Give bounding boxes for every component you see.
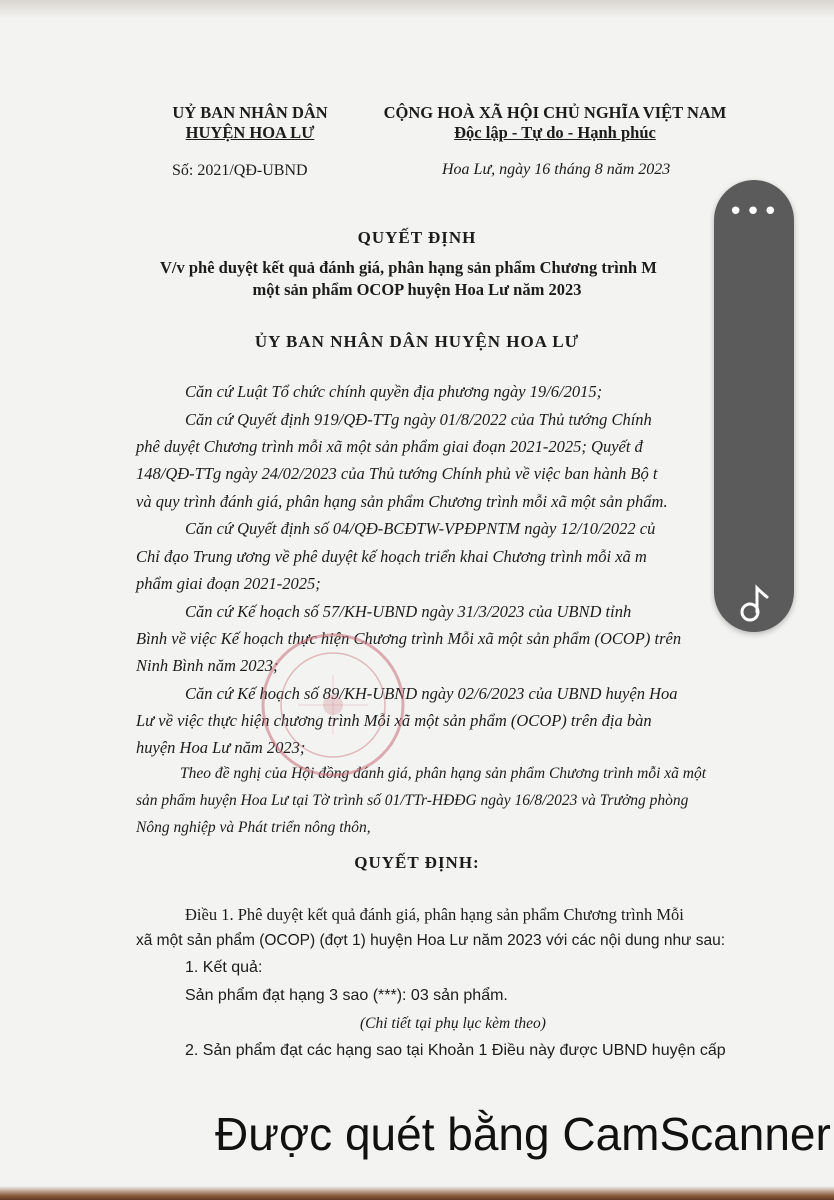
issuer-line2: HUYỆN HOA LƯ <box>185 123 315 142</box>
preamble-line: Căn cứ Luật Tổ chức chính quyền địa phương ngày 19/6/2015; <box>185 382 603 401</box>
preamble-line: Ninh Bình năm 2023; <box>136 656 279 675</box>
preamble-line: và quy trình đánh giá, phân hạng sản phẩm Chương trình mỗi xã một sản phẩm. <box>136 492 668 511</box>
national-motto-line1: CỘNG HOÀ XÃ HỘI CHỦ NGHĨA VIỆT NAM <box>383 103 727 122</box>
issuing-authority: ỦY BAN NHÂN DÂN HUYỆN HOA LƯ <box>254 332 580 351</box>
article-line: 1. Kết quả: <box>185 959 263 976</box>
issuer-line1: UỶ BAN NHÂN DÂN <box>172 103 328 122</box>
article-line: xã một sản phẩm (OCOP) (đợt 1) huyện Hoa Lư năm 2023 với các nội dung như sau: <box>136 932 726 949</box>
issuer-block <box>150 103 350 143</box>
decision-heading: QUYẾT ĐỊNH: <box>354 853 480 872</box>
preamble-line: Nông nghiệp và Phát triển nông thôn, <box>136 819 371 836</box>
preamble-line: Căn cứ Kế hoạch số 57/KH-UBND ngày 31/3/2023 của UBND tỉnh <box>185 602 632 621</box>
official-stamp-image <box>258 630 408 780</box>
preamble-line: 148/QĐ-TTg ngày 24/02/2023 của Thủ tướng Chính phủ về việc ban hành Bộ t <box>136 464 658 483</box>
article-line: (Chi tiết tại phụ lục kèm theo) <box>360 1015 546 1032</box>
document-date: Hoa Lư, ngày 16 tháng 8 năm 2023 <box>442 161 671 178</box>
preamble-line: Lư về việc thực hiện chương trình Mỗi xã một sản phẩm (OCOP) trên địa bàn <box>136 711 652 730</box>
preamble-line: huyện Hoa Lư năm 2023; <box>136 738 306 757</box>
preamble-line: phẩm giai đoạn 2021-2025; <box>136 574 321 593</box>
preamble-line: Căn cứ Quyết định 919/QĐ-TTg ngày 01/8/2022 của Thủ tướng Chính <box>185 410 652 429</box>
national-motto-line2: Độc lập - Tự do - Hạnh phúc <box>454 123 656 142</box>
preamble-line: Căn cứ Kế hoạch số 89/KH-UBND ngày 02/6/2023 của UBND huyện Hoa <box>185 684 678 703</box>
music-note-icon <box>737 583 771 623</box>
preamble-line: Chỉ đạo Trung ương về phê duyệt kế hoạch triển khai Chương trình mỗi xã m <box>136 547 647 566</box>
article-line: Điều 1. Phê duyệt kết quả đánh giá, phân hạng sản phẩm Chương trình Mỗi <box>185 905 684 924</box>
more-dots-icon[interactable]: ••• <box>727 197 780 227</box>
camscanner-watermark: Được quét bằng CamScanner <box>215 1108 831 1160</box>
scan-bottom-edge <box>0 1186 834 1200</box>
document-number: Số: 2021/QĐ-UBND <box>172 162 308 179</box>
preamble-line: Bình về việc Kế hoạch thực hiện Chương trình Mỗi xã một sản phẩm (OCOP) trên <box>136 629 682 648</box>
article-line: Sản phẩm đạt hạng 3 sao (***): 03 sản phẩm. <box>185 987 508 1004</box>
article-line: 2. Sản phẩm đạt các hạng sao tại Khoản 1 Điều này được UBND huyện cấp <box>185 1042 726 1059</box>
preamble-line: Căn cứ Quyết định số 04/QĐ-BCĐTW-VPĐPNTM ngày 12/10/2022 củ <box>185 519 656 538</box>
preamble-line: phê duyệt Chương trình mỗi xã một sản phẩm giai đoạn 2021-2025; Quyết đ <box>136 437 643 456</box>
music-note-button[interactable] <box>714 572 794 634</box>
floating-overlay-panel[interactable] <box>714 180 794 632</box>
preamble-line: sản phẩm huyện Hoa Lư tại Tờ trình số 01/TTr-HĐĐG ngày 16/8/2023 và Trưởng phòng <box>136 792 689 809</box>
preamble-line: Theo đề nghị của Hội đồng đánh giá, phân hạng sản phẩm Chương trình mỗi xã một <box>180 765 707 782</box>
subject-line-1: V/v phê duyệt kết quả đánh giá, phân hạng sản phẩm Chương trình M <box>160 258 657 277</box>
national-header <box>365 103 745 143</box>
document-title: QUYẾT ĐỊNH <box>357 228 477 247</box>
subject-line-2: một sản phẩm OCOP huyện Hoa Lư năm 2023 <box>252 280 582 299</box>
